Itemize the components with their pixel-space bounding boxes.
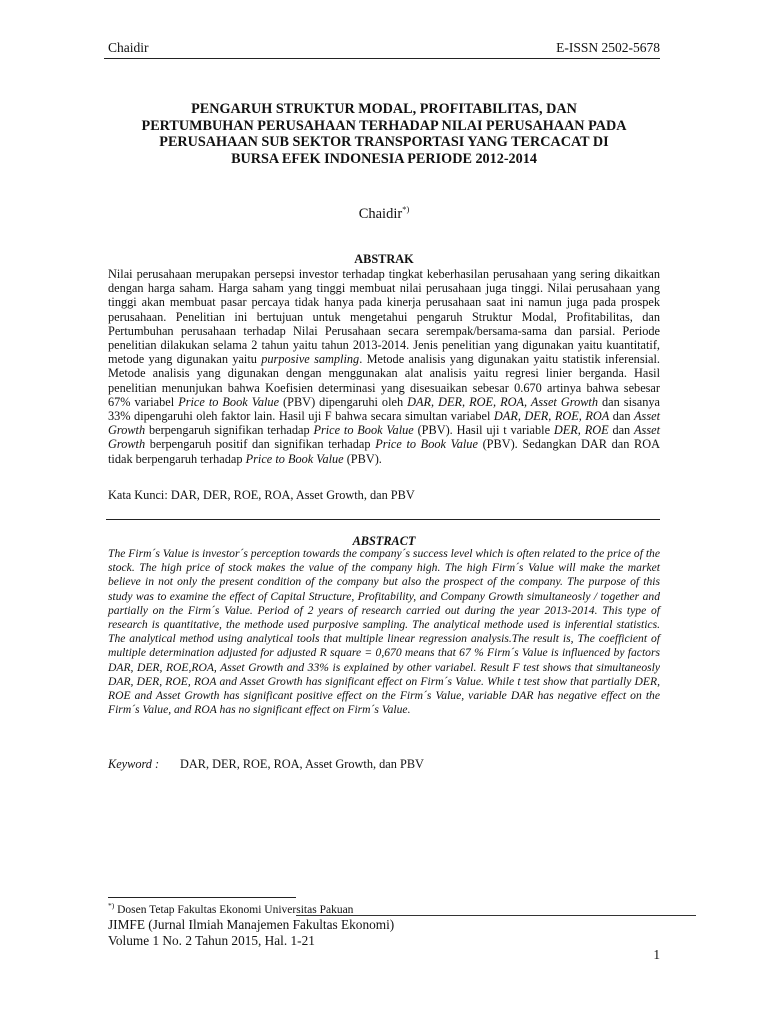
journal-name: JIMFE (Jurnal Ilmiah Manajemen Fakultas Ekonomi) [108,917,395,932]
header-divider [104,58,660,59]
title-line-2: PERTUMBUHAN PERUSAHAAN TERHADAP NILAI PERUSAHAAN PADA [141,117,627,134]
title-line-3: PERUSAHAAN SUB SEKTOR TRANSPORTASI YANG TERCACAT DI [159,134,609,150]
keyword-label: Keyword : [108,757,160,771]
abstract-heading: ABSTRACT [352,534,416,548]
header-author: Chaidir [108,40,149,55]
header-issn: E-ISSN 2502-5678 [556,40,660,55]
footnote-divider [108,897,296,898]
footer-divider [296,915,696,916]
footnote [108,901,660,916]
footnote-text: Dosen Tetap Fakultas Ekonomi Universitas Pakuan [114,903,354,916]
author-name: Chaidir [358,205,403,222]
abstrak-body: Nilai perusahaan merupakan persepsi investor terhadap tingkat keberhasilan perusahaan yang sering dikaitkan dengan harga saham. Harga saham yang tinggi membuat nilai perusahaan juga tinggi. Nilai perusahaan yang tinggi akan membuat pasar percaya tidak hanya pada kinerja perusahaan saat ini namun juga pada prospek perusahaan. Penelitian ini bertujuan untuk mengetahui pengaruh Struktur Modal, Profitabilitas, dan Pertumbuhan perusahaan terhadap Nilai Perusahaan secara serempak/bersama-sama dan parsial. Periode penelitian dilakukan selama 2 tahun yaitu tahun 2013-2014. Jenis penelitian yang digunakan yaitu kuantitatif, metode yang digunakan yaitu purposive sampling. Metode analisis yang digunakan yaitu statistik inferensial. Metode analisis yang digunakan dengan menggunakan alat analisis yaitu regresi linier berganda. Hasil penelitian menunjukan bahwa Koefisien determinasi yang disesuaikan sebesar 0.670 artinya bahwa sebesar 67% variabel Price to Book Value (PBV) dipengaruhi oleh DAR, DER, ROE, ROA, Asset Growth dan sisanya 33% dipengaruhi oleh faktor lain. Hasil uji F bahwa secara simultan variabel DAR, DER, ROE, ROA dan Asset Growth berpengaruh signifikan terhadap Price to Book Value (PBV). Hasil uji t variable DER, ROE dan Asset Growth berpengaruh positif dan signifikan terhadap Price to Book Value (PBV). Sedangkan DAR dan ROA tidak berpengaruh terhadap Price to Book Value (PBV). [108,267,661,466]
running-header [108,40,660,56]
page-number: 1 [653,947,660,962]
paper-title [108,101,660,167]
footnote-mark: *) [108,901,115,910]
keyword-line [108,757,660,772]
abstrak-heading: ABSTRAK [354,252,414,266]
journal-info [108,917,660,949]
journal-volume: Volume 1 No. 2 Tahun 2015, Hal. 1-21 [108,933,315,948]
keyword-value: DAR, DER, ROE, ROA, Asset Growth, dan PBV [180,757,424,771]
section-divider [106,519,660,520]
title-line-4: BURSA EFEK INDONESIA PERIODE 2012-2014 [231,150,537,167]
title-line-1: PENGARUH STRUKTUR MODAL, PROFITABILITAS, DAN [191,101,577,117]
author-line [108,204,660,223]
abstract-body: The Firm´s Value is investor´s perception towards the company´s success level which is often related to the price of the stock. The high price of stock makes the value of the company high. The high Firm´s Value will make the market believe in not only the present condition of the company but also the prospect of the company. The purpose of this study was to examine the effect of Capital Structure, Profitability, and Company Growth simultaneosly / together and partially on the Firm´s Value. Period of 2 years of research carried out during the year 2013-2014. This type of research is quantitative, the methode used purposive sampling. The analytical methode used is inferential statistics. The analytical method using analytical tools that multiple linear regression analysis.The result is, The coefficient of multiple determination adjusted for adjusted R square = 0,670 means that 67 % Firm´s Value is influenced by factors DAR, DER, ROE,ROA, Asset Growth and 33% is explained by other variabel. Result F test shows that simultaneosly DAR, DER, ROE, ROA and Asset Growth has significant effect on Firm´s Value. While t test show that partially DER, ROE and Asset Growth has significant positive effect on the Firm´s Value, variable DAR has negative effect on the Firm´s Value, and ROA has no significant effect on Firm´s Value. [108,547,660,717]
author-footnote-mark: *) [402,204,410,214]
kata-kunci: Kata Kunci: DAR, DER, ROE, ROA, Asset Growth, dan PBV [108,488,415,502]
